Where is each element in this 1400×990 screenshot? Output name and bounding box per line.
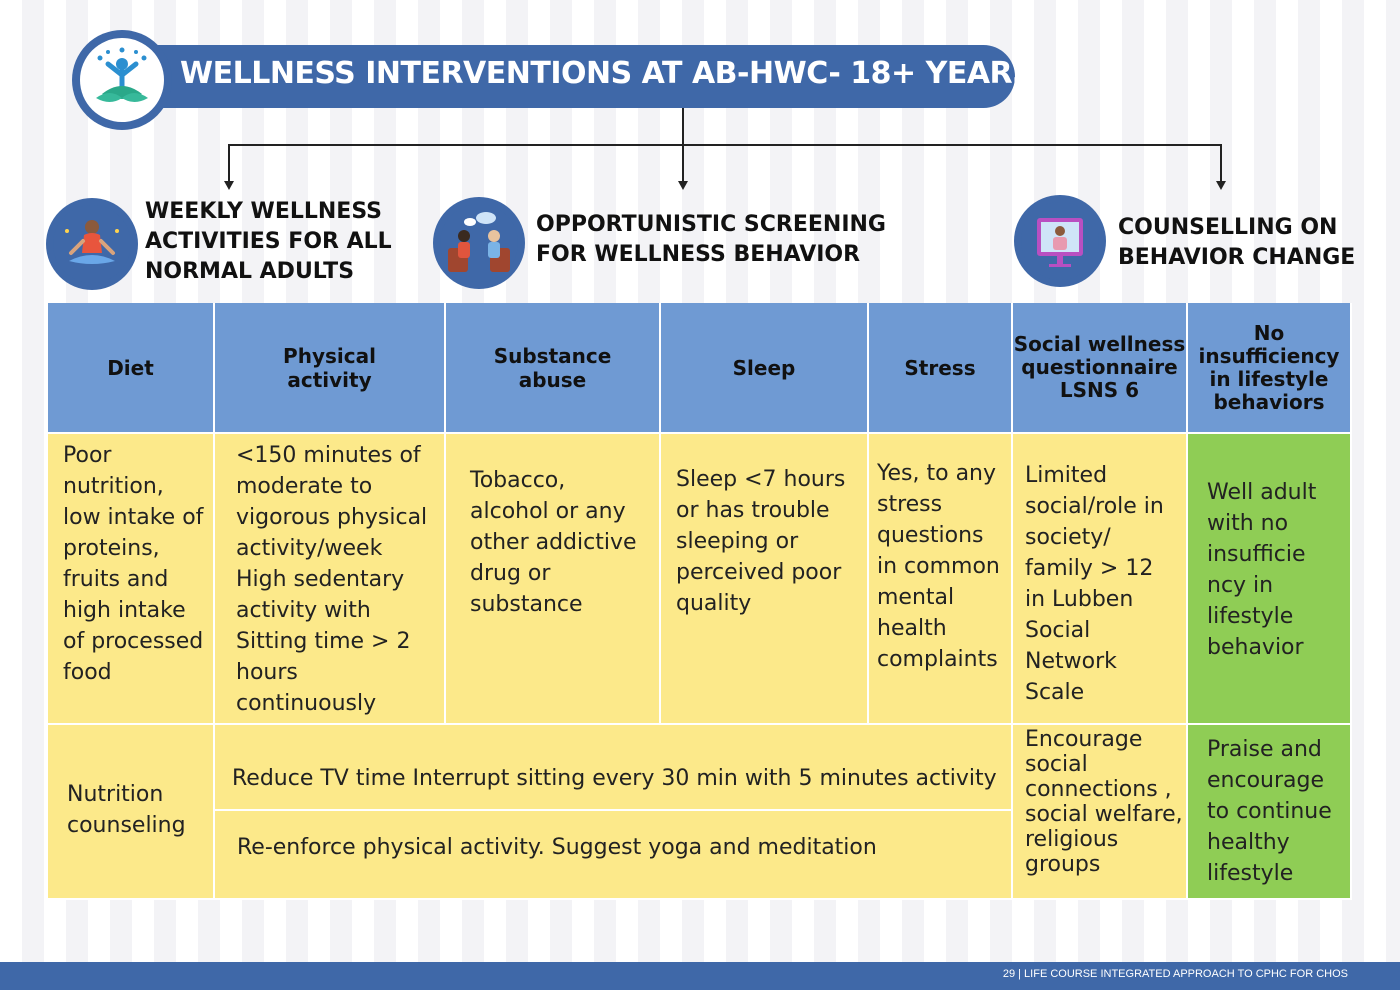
cell-social-counselling: Encourage social connections , social welfare, religious groups (1013, 725, 1188, 900)
conversation-icon (433, 197, 525, 289)
cell-nutrition-counselling: Nutrition counseling (48, 725, 215, 900)
wellness-logo-icon (72, 30, 172, 130)
header-no-insufficiency: No insufficiency in lifestyle behaviors (1188, 303, 1352, 434)
header-physical-activity: Physical activity (215, 303, 446, 434)
cell-physical-counselling-2: Re-enforce physical activity. Suggest yoga and meditation (215, 811, 1013, 900)
cell-no-insufficiency-counselling: Praise and encourage to continue healthy lifestyle (1188, 725, 1352, 900)
category-weekly-wellness: WEEKLY WELLNESS ACTIVITIES FOR ALL NORMAL ADULTS (145, 199, 392, 284)
header-stress: Stress (869, 303, 1013, 434)
cell-stress-screening: Yes, to any stress questions in common mental health complaints (869, 434, 1013, 725)
header-social-wellness: Social wellness questionnaire LSNS 6 (1013, 303, 1188, 434)
interventions-table (48, 303, 1352, 900)
cell-physical-counselling-1: Reduce TV time Interrupt sitting every 30 min with 5 minutes activity (215, 725, 1013, 811)
cell-diet-screening: Poor nutrition, low intake of proteins, fruits and high intake of processed food (48, 434, 215, 725)
meditation-icon (46, 198, 138, 290)
category-counselling: COUNSELLING ON BEHAVIOR CHANGE (1118, 215, 1356, 270)
footer-text: 29 | LIFE COURSE INTEGRATED APPROACH TO CPHC FOR CHOS (1002, 968, 1348, 980)
header-diet: Diet (48, 303, 215, 434)
page-title: WELLNESS INTERVENTIONS AT AB-HWC- 18+ YEARS (180, 56, 1034, 91)
page-footer (0, 962, 1400, 990)
cell-no-insufficiency-screening: Well adult with no insufficie ncy in lifestyle behavior (1188, 434, 1352, 725)
cell-sleep-screening: Sleep <7 hours or has trouble sleeping or perceived poor quality (661, 434, 869, 725)
header-substance-abuse: Substance abuse (446, 303, 661, 434)
cell-substance-screening: Tobacco, alcohol or any other addictive drug or substance (446, 434, 661, 725)
video-counselling-icon (1014, 195, 1106, 287)
cell-social-screening: Limited social/role in society/ family > 12 in Lubben Social Network Scale (1013, 434, 1188, 725)
header-sleep: Sleep (661, 303, 869, 434)
cell-physical-screening: <150 minutes of moderate to vigorous physical activity/week High sedentary activity with Sitting time > 2 hours continuously (215, 434, 446, 725)
category-opportunistic-screening: OPPORTUNISTIC SCREENING FOR WELLNESS BEHAVIOR (536, 212, 886, 267)
